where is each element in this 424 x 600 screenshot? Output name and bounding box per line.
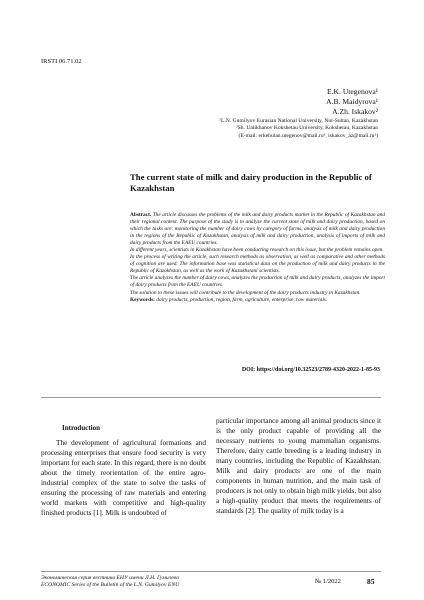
page-number: 85: [367, 577, 375, 586]
author-name: A.B. Maidyrova¹: [326, 97, 378, 106]
journal-name: [41, 575, 179, 589]
introduction-heading: Introduction: [62, 424, 100, 432]
section-divider: [41, 397, 381, 398]
body-paragraph: The development of agricultural formations and processing enterprises that ensure food security is very important for each state. In this regard, there is no doubt about the timely reorientation of the entire agro-industrial complex of the state to solve the tasks of ensuring the processing of raw materials and entering world markets with competitive and high-quality finished products [1]. Milk is undoubted of: [41, 438, 206, 517]
journal-name-en: ECONOMIC Series of the Bulletin of the L.N. Gumilyov ENU: [41, 582, 180, 588]
abstract-paragraph: Abstract. The article discusses the problems of the milk and dairy products market in the Republic of Kazakhstan and their regional context. The purpose of the study is to analyze the current state of milk and dairy production, based on which the tasks are: monitoring the number of dairy cows by category of farms, analysis of milk and dairy production in the regions of the Republic of Kazakhstan, analysis of milk and dairy production, analysis of imports of milk and dairy products from the EAEU countries.: [130, 212, 385, 247]
paper-title: The current state of milk and dairy production in the Republic of Kazakhstan: [130, 172, 372, 193]
doi-link[interactable]: DOI: https://doi.org/10.32523/2789-4320-2022-1-85-93: [241, 367, 380, 373]
abstract: [130, 212, 385, 304]
abstract-paragraph: The solution to these issues will contribute to the development of the dairy products industry in Kazakhstan.: [130, 289, 361, 296]
abstract-paragraph: The article analyzes the number of dairy cows, analyzes the production of milk and dairy products, analyzes the import of dairy products from the EAEU countries.: [130, 275, 385, 289]
body-column-left: [41, 438, 206, 518]
body-column-right: [216, 416, 381, 516]
author-list: [326, 87, 378, 117]
body-paragraph: particular importance among all animal products since it is the only product capable of providing all the necessary nutrients to young mammalian organisms. Therefore, dairy cattle breeding is a leading industry in many countries, including the Republic of Kazakhstan. Milk and dairy products are one of the main components in human nutrition, and the main task of producers is not only to obtain high milk yields, but also a high-quality product that meets the requirements of standards [2]. The quality of milk today is a: [216, 416, 381, 515]
abstract-paragraph: In different years, scientists in Kazakhstan have been conducting research on this issue, but the problem remains open.: [130, 247, 384, 254]
footer-divider: [41, 571, 381, 572]
author-name: A.Zh. Iskakov²: [332, 107, 378, 116]
keywords-label: Keywords:: [130, 296, 155, 303]
author-emails: (E-mail: erkebulan.utegenov@mail.ru¹, iskakov_az@mail.ru²): [238, 132, 378, 139]
keywords: Keywords: dairy products, production, region, farm, agriculture, enterprise, raw materials.: [130, 296, 328, 303]
affiliation: ¹L.N. Gumilyov Eurasian National University, Nur-Sultan, Kazakhstan: [219, 118, 378, 124]
issue-number: № 1/2022: [315, 578, 341, 585]
irsti-code: IRSTI 06.71.02: [41, 58, 82, 65]
abstract-label: Abstract.: [130, 212, 152, 218]
abstract-paragraph: In the process of writing the article, such research methods as observation, as well as comparative and other methods of cognition are used. The information base was statistical data on the production of milk and dairy products in the Republic of Kazakhstan, as well as the work of Kazakhstani scientists.: [130, 254, 385, 275]
affiliation: ²Sh. Ualikhanov Kokshetau University, Kokshetau, Kazakhstan: [235, 125, 378, 132]
affiliations: [219, 118, 378, 140]
journal-name-ru: Экономическая серия вестника ЕНУ имени Л.Н. Гумилева: [41, 575, 179, 581]
author-name: E.K. Utegenova¹: [327, 87, 378, 96]
